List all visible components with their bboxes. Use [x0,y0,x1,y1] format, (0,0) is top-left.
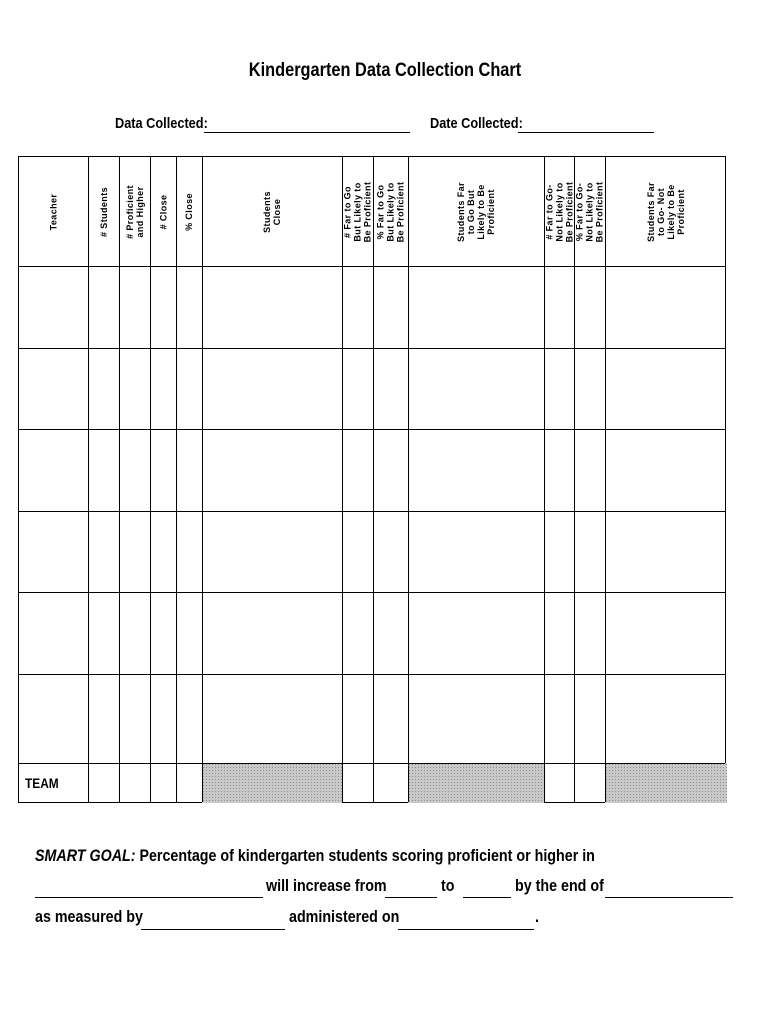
measured-by-blank[interactable] [141,929,285,930]
smart-goal-line-1 [35,846,595,866]
by-end-text: by the end of [515,876,604,895]
data-collected-field[interactable] [204,132,410,133]
team-students-far-not-likely-shaded [605,763,727,803]
header-num-close: # Close [158,194,169,229]
team-row-label: TEAM [25,775,59,791]
header-num-students: # Students [98,186,109,237]
header-num-far-not-likely: # Far to Go- Not Likely to Be Proficient [544,181,574,242]
header-num-far-likely: # Far to Go But Likely to Be Proficient [342,181,373,242]
header-pct-far-not-likely: % Far to Go- Not Likely to Be Proficient [574,181,605,242]
will-increase-text: will increase from [266,876,387,895]
header-num-proficient: # Proficient and Higher [124,184,145,239]
goal-to-blank[interactable] [463,897,511,898]
smart-goal-text: Percentage of kindergarten students scoring proficient or higher in [139,846,595,865]
period-text: . [535,907,539,926]
administered-on-text: administered on [289,907,400,926]
goal-subject-blank[interactable] [35,897,263,898]
data-collected-label: Data Collected: [115,115,208,132]
administered-on-blank[interactable] [398,929,534,930]
header-teacher: Teacher [48,193,59,230]
goal-from-blank[interactable] [385,897,437,898]
data-collection-table [18,156,726,803]
header-pct-far-likely: % Far to Go But Likely to Be Proficient [375,181,406,242]
measured-by-text: as measured by [35,907,143,926]
goal-end-date-blank[interactable] [605,897,733,898]
header-students-far-likely: Students Far to Go But Likely to Be Proficient [456,181,496,242]
team-students-far-likely-shaded [408,763,544,803]
header-students-close: Students Close [261,190,282,233]
date-collected-label: Date Collected: [430,115,523,132]
to-text: to [441,876,455,895]
team-students-close-shaded [202,763,342,803]
smart-goal-label: SMART GOAL: [35,846,136,865]
page-title: Kindergarten Data Collection Chart [248,60,522,81]
header-students-far-not-likely: Students Far to Go- Not Likely to Be Proficient [646,181,686,242]
date-collected-field[interactable] [518,132,654,133]
header-pct-close: % Close [184,192,194,231]
